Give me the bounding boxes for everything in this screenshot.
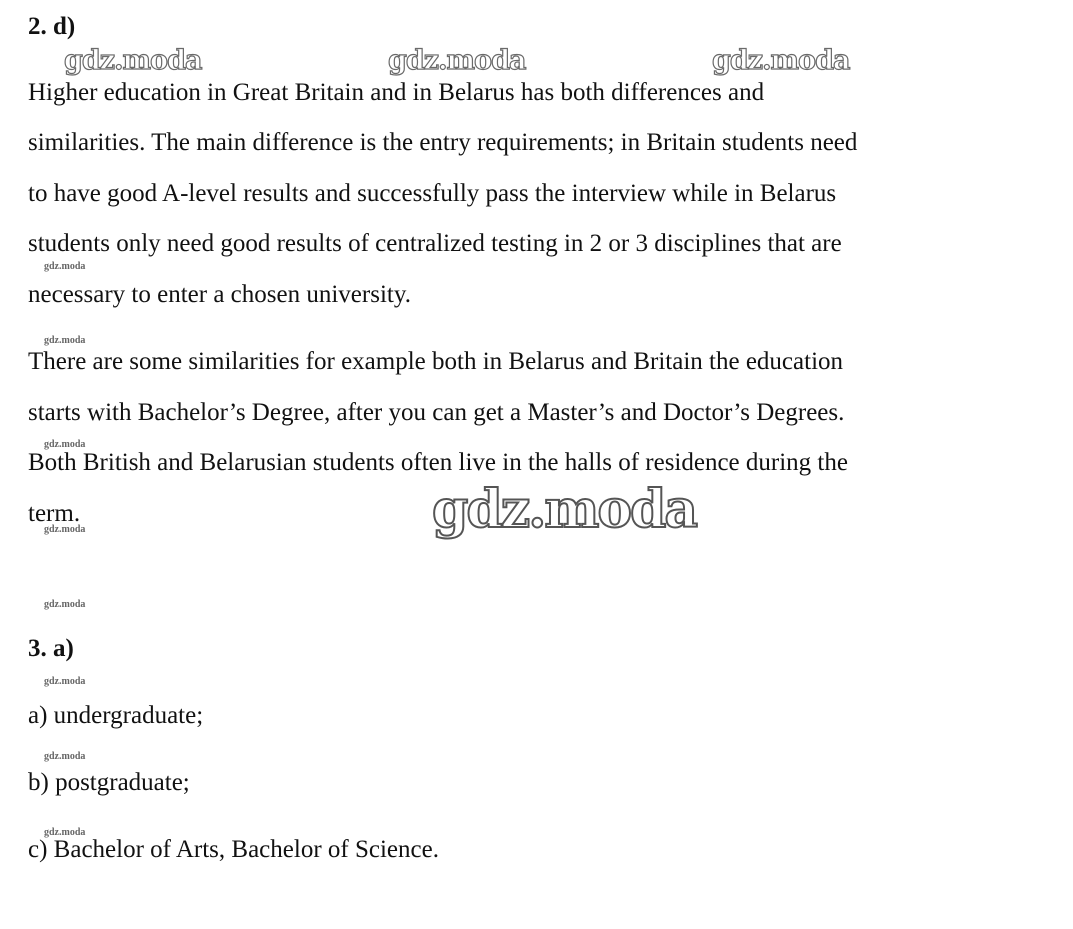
paragraph-line: There are some similarities for example both in Belarus and Britain the education — [28, 348, 844, 375]
paragraph-line: term. — [28, 500, 81, 527]
watermark-small: gdz.moda — [44, 261, 86, 272]
list-item: b) postgraduate; — [28, 769, 190, 796]
paragraph-line: necessary to enter a chosen university. — [28, 281, 411, 308]
section-3-heading: 3. a) — [28, 635, 74, 662]
watermark-small: gdz.moda — [44, 827, 86, 838]
paragraph-line: Higher education in Great Britain and in Belarus has both differences and — [28, 79, 765, 106]
watermark-small: gdz.moda — [44, 751, 86, 762]
watermark-center: gdz.moda — [432, 479, 697, 540]
watermark-small: gdz.moda — [44, 335, 86, 346]
list-item: a) undergraduate; — [28, 702, 204, 729]
section-2-heading: 2. d) — [28, 13, 76, 40]
paragraph-line: students only need good results of centralized testing in 2 or 3 disciplines that are — [28, 230, 842, 257]
paragraph-line: starts with Bachelor’s Degree, after you can get a Master’s and Doctor’s Degrees. — [28, 399, 845, 426]
watermark-small: gdz.moda — [44, 599, 86, 610]
paragraph-line: to have good A-level results and successfully pass the interview while in Belarus — [28, 180, 837, 207]
paragraph-line: Both British and Belarusian students often live in the halls of residence during the — [28, 449, 848, 476]
watermark-top-2: gdz.moda — [388, 45, 526, 76]
list-item: c) Bachelor of Arts, Bachelor of Science. — [28, 836, 439, 863]
watermark-top-1: gdz.moda — [64, 45, 202, 76]
watermark-top-3: gdz.moda — [712, 45, 850, 76]
paragraph-line: similarities. The main difference is the entry requirements; in Britain students need — [28, 129, 858, 156]
watermark-small: gdz.moda — [44, 676, 86, 687]
watermark-small: gdz.moda — [44, 439, 86, 450]
watermark-small: gdz.moda — [44, 524, 86, 535]
